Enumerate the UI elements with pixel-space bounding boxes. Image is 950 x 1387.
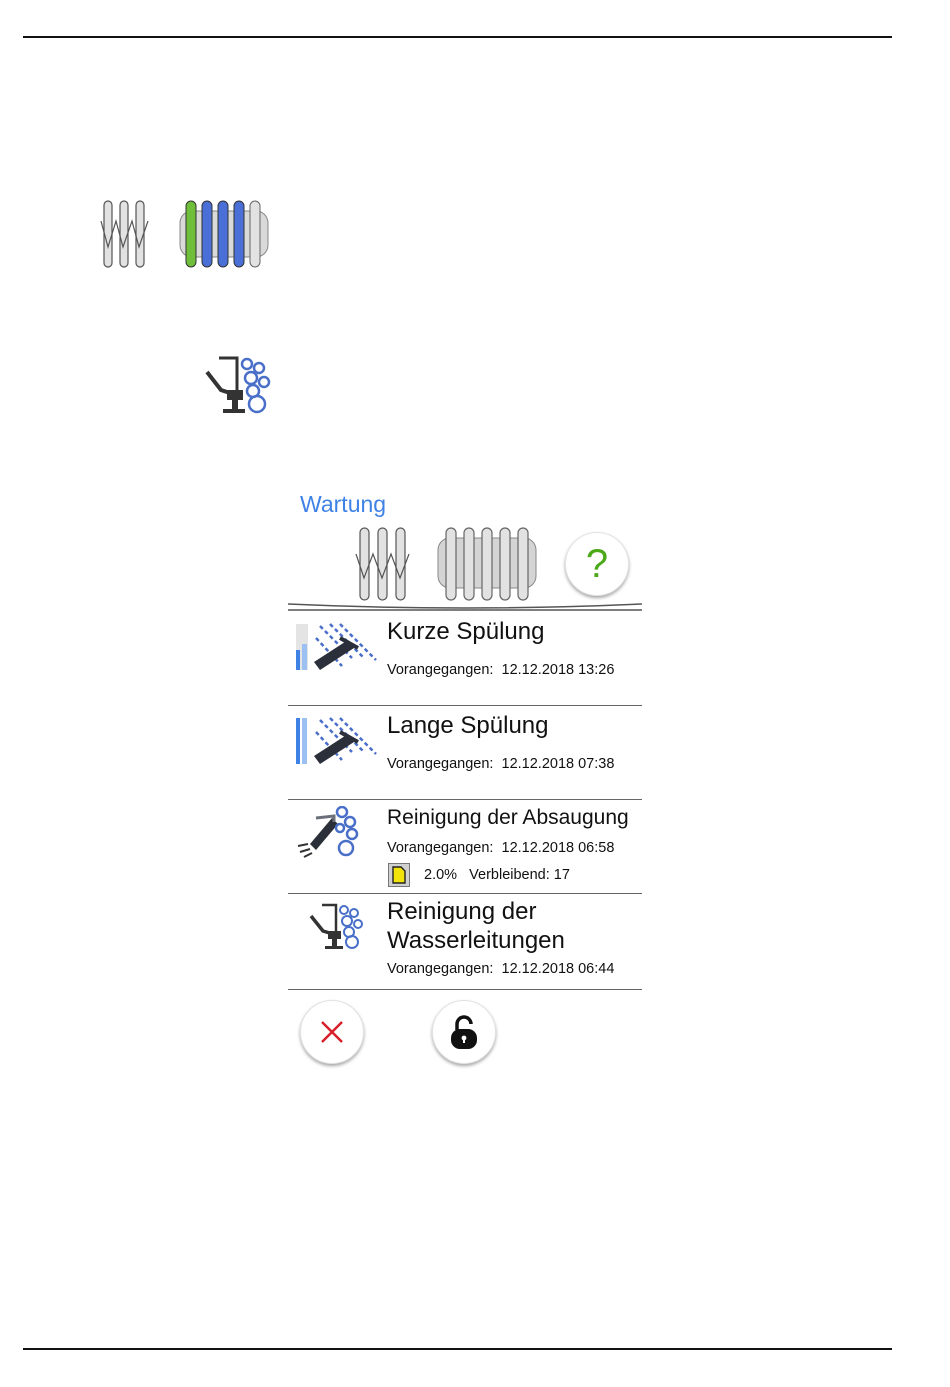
list-item-suction-cleaning[interactable] bbox=[288, 800, 642, 894]
filter-cartridges-icon bbox=[178, 199, 272, 269]
maintenance-panel bbox=[288, 488, 642, 1068]
top-rule bbox=[23, 36, 892, 38]
item-title: Reinigung der Wasserleitungen bbox=[387, 898, 565, 954]
list-item-water-lines-cleaning[interactable] bbox=[288, 894, 642, 988]
close-icon bbox=[319, 1019, 345, 1045]
item-previous: Vorangegangen: 12.12.2018 13:26 bbox=[387, 662, 615, 678]
long-flush-icon bbox=[294, 712, 380, 768]
bottom-rule bbox=[23, 1348, 892, 1350]
panel-title: Wartung bbox=[300, 491, 387, 517]
suction-cleaning-icon bbox=[294, 806, 364, 858]
cartridge-percent: 2.0% bbox=[424, 867, 458, 883]
cleaning-cartridge-icon bbox=[388, 863, 410, 887]
filter-cartridges-tab-icon[interactable] bbox=[436, 526, 540, 602]
item-title: Reinigung der Absaugung bbox=[387, 806, 629, 829]
item-previous: Vorangegangen: 12.12.2018 06:44 bbox=[387, 961, 615, 977]
item-previous: Vorangegangen: 12.12.2018 06:58 bbox=[387, 840, 615, 856]
water-lines-icon bbox=[308, 902, 368, 952]
list-item-short-flush[interactable] bbox=[288, 612, 642, 706]
cancel-button[interactable] bbox=[300, 1000, 364, 1064]
list-item-long-flush[interactable] bbox=[288, 706, 642, 800]
item-previous: Vorangegangen: 12.12.2018 07:38 bbox=[387, 756, 615, 772]
instrument-holders-icon bbox=[100, 199, 150, 269]
row-divider bbox=[288, 989, 642, 990]
help-button[interactable]: ? bbox=[565, 532, 629, 596]
water-lines-icon bbox=[203, 354, 273, 416]
item-title: Lange Spülung bbox=[387, 712, 549, 739]
item-title: Kurze Spülung bbox=[387, 618, 545, 645]
header-divider bbox=[288, 598, 642, 612]
short-flush-icon bbox=[294, 618, 380, 674]
cartridge-status bbox=[424, 867, 570, 883]
instrument-holders-tab-icon[interactable] bbox=[354, 526, 412, 602]
cartridge-remaining: Verbleibend: 17 bbox=[469, 867, 570, 883]
unlock-icon bbox=[447, 1014, 481, 1050]
unlock-button[interactable] bbox=[432, 1000, 496, 1064]
